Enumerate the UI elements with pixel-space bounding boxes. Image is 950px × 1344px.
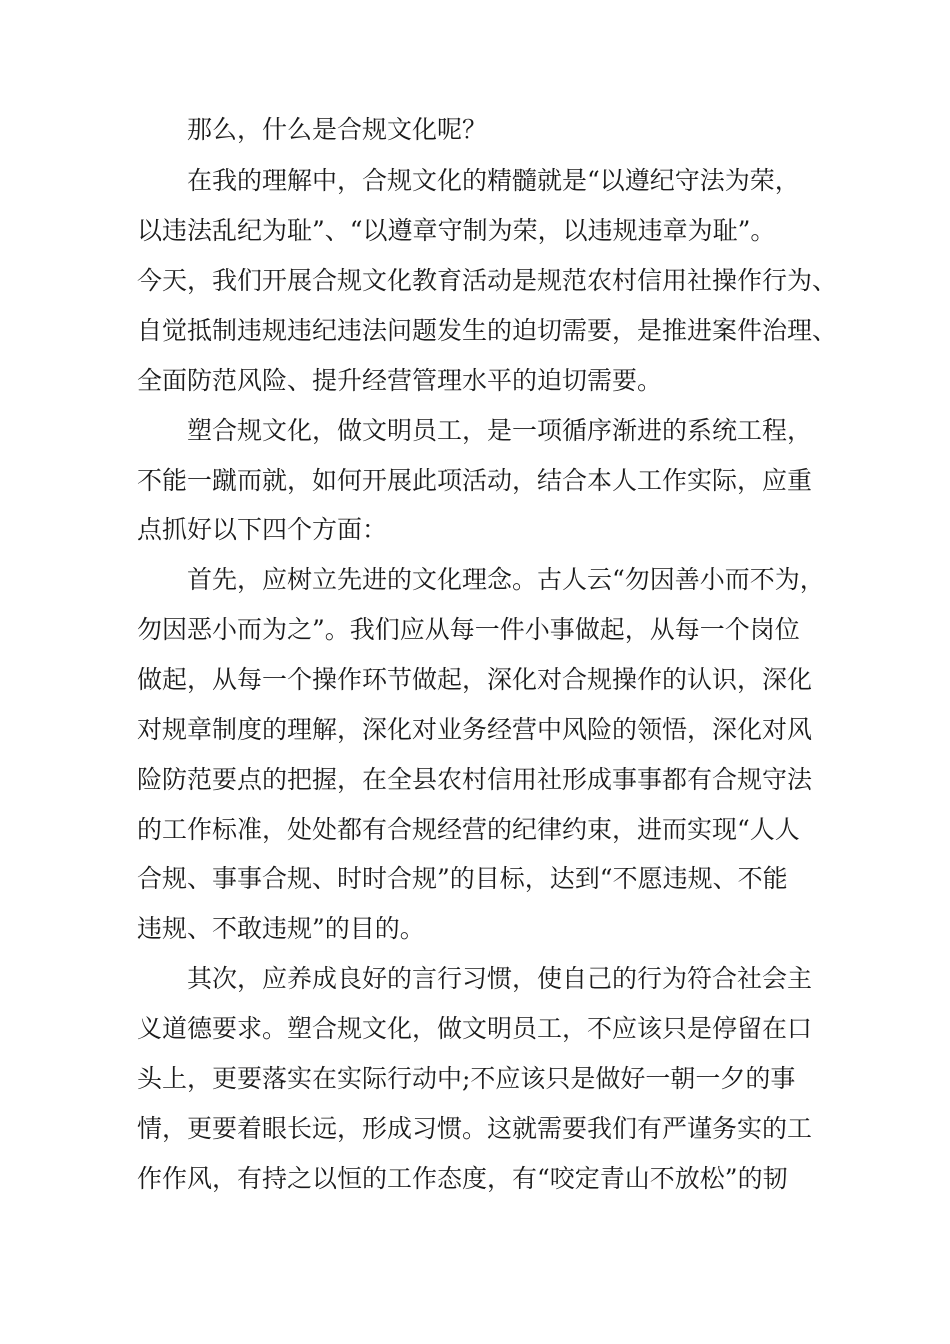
- text-line: 不能一蹴而就，如何开展此项活动，结合本人工作实际，应重: [137, 466, 813, 495]
- text-line: 今天，我们开展合规文化教育活动是规范农村信用社操作行为、: [137, 266, 838, 295]
- text-line: 对规章制度的理解，深化对业务经营中风险的领悟，深化对风: [137, 715, 813, 744]
- text-line: 的工作标准，处处都有合规经营的纪律约束，进而实现“人人: [137, 815, 800, 844]
- text-line: 以违法乱纪为耻”、“以遵章守制为荣，以违规违章为耻”。: [137, 216, 776, 245]
- text-line: 险防范要点的把握，在全县农村信用社形成事事都有合规守法: [137, 765, 813, 794]
- text-line: 义道德要求。塑合规文化，做文明员工，不应该只是停留在口: [137, 1014, 813, 1043]
- text-line: 做起，从每一个操作环节做起，深化对合规操作的认识，深化: [137, 665, 813, 694]
- text-line: 塑合规文化，做文明员工，是一项循序渐进的系统工程，: [187, 416, 813, 445]
- text-line: 自觉抵制违规违纪违法问题发生的迫切需要，是推进案件治理、: [137, 316, 838, 345]
- text-line: 那么，什么是合规文化呢？: [187, 115, 488, 144]
- text-line: 违规、不敢违规”的目的。: [137, 914, 425, 943]
- text-line: 其次，应养成良好的言行习惯，使自己的行为符合社会主: [187, 964, 813, 993]
- text-line: 合规、事事合规、时时合规”的目标，达到“不愿违规、不能: [137, 864, 788, 893]
- text-line: 点抓好以下四个方面：: [137, 515, 388, 544]
- text-line: 全面防范风险、提升经营管理水平的迫切需要。: [137, 366, 663, 395]
- text-line: 在我的理解中，合规文化的精髓就是“以遵纪守法为荣，: [187, 166, 800, 195]
- text-line: 情，更要着眼长远，形成习惯。这就需要我们有严谨务实的工: [137, 1114, 813, 1143]
- text-line: 作作风，有持之以恒的工作态度，有“咬定青山不放松”的韧: [137, 1164, 788, 1193]
- text-line: 首先，应树立先进的文化理念。古人云“勿因善小而不为，: [187, 565, 825, 594]
- text-line: 头上，更要落实在实际行动中;不应该只是做好一朝一夕的事: [137, 1064, 796, 1093]
- text-line: 勿因恶小而为之”。我们应从每一件小事做起，从每一个岗位: [137, 615, 800, 644]
